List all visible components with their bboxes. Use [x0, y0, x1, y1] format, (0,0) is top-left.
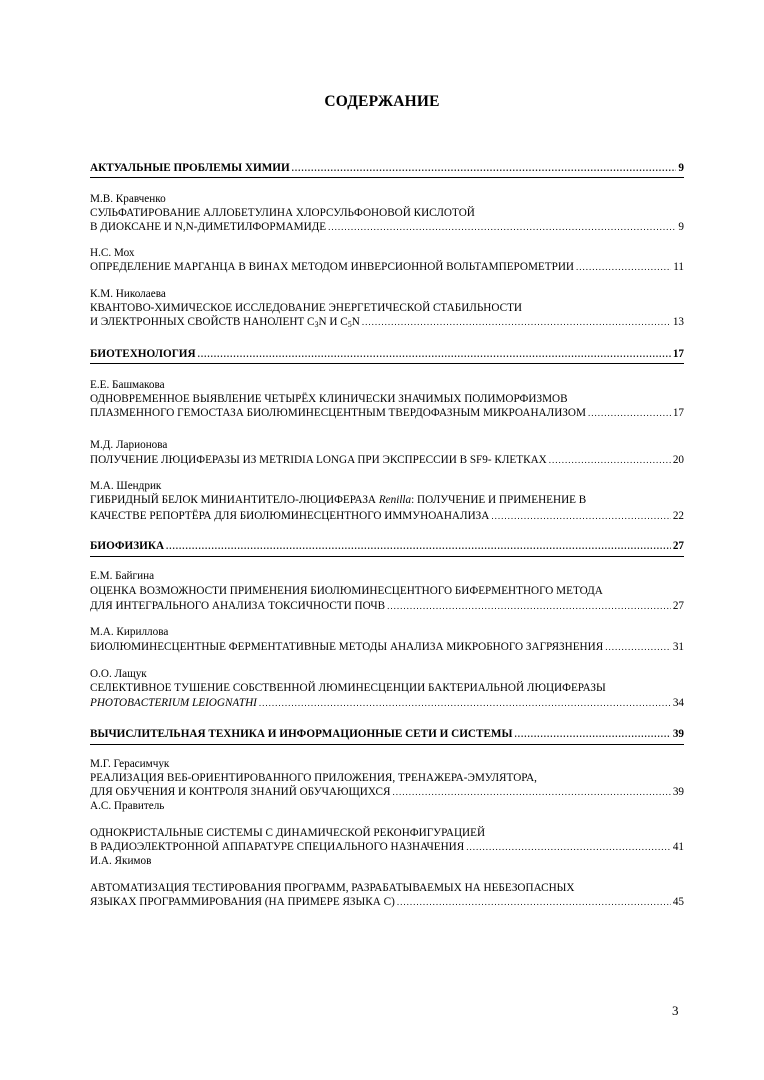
entry-title-text: ДЛЯ ИНТЕГРАЛЬНОГО АНАЛИЗА ТОКСИЧНОСТИ ПОЧВ — [90, 600, 386, 612]
section-rule — [90, 556, 684, 557]
entry-title-text: ДЛЯ ОБУЧЕНИЯ И КОНТРОЛЯ ЗНАНИЙ ОБУЧАЮЩИХСЯ — [90, 786, 391, 798]
entry-author: К.М. Николаева — [90, 288, 166, 300]
entry-page: 31 — [672, 641, 684, 653]
entry-title-text: В РАДИОЭЛЕКТРОННОЙ АППАРАТУРЕ СПЕЦИАЛЬНОГО НАЗНАЧЕНИЯ — [90, 841, 465, 853]
entry-title-text: ПЛАЗМЕННОГО ГЕМОСТАЗА БИОЛЮМИНЕСЦЕНТНЫМ ТВЕРДОФАЗНЫМ МИКРОАНАЛИЗОМ — [90, 407, 586, 419]
section-page: 17 — [672, 348, 684, 360]
page-number: 3 — [672, 1003, 679, 1018]
entry-page: 45 — [672, 896, 684, 908]
entry-title-last-line — [90, 220, 684, 234]
leader-dots — [549, 453, 671, 467]
leader-dots — [292, 161, 677, 175]
entry-author: О.О. Лащук — [90, 668, 147, 680]
entry-title-line: СЕЛЕКТИВНОЕ ТУШЕНИЕ СОБСТВЕННОЙ ЛЮМИНЕСЦЕНЦИИ БАКТЕРИАЛЬНОЙ ЛЮЦИФЕРАЗЫ — [90, 682, 606, 694]
entry-title-text: В ДИОКСАНЕ И N,N-ДИМЕТИЛФОРМАМИДЕ — [90, 221, 327, 233]
entry-title-last-line — [90, 599, 684, 613]
section-rule — [90, 363, 684, 364]
leader-dots — [362, 315, 671, 329]
entry-title-text: ОПРЕДЕЛЕНИЕ МАРГАНЦА В ВИНАХ МЕТОДОМ ИНВЕРСИОННОЙ ВОЛЬТАМПЕРОМЕТРИИ — [90, 261, 574, 273]
entry-title-text: ПОЛУЧЕНИЕ ЛЮЦИФЕРАЗЫ ИЗ METRIDIA LONGA ПРИ ЭКСПРЕССИИ В SF9- КЛЕТКАХ — [90, 454, 547, 466]
entry-title-last-line — [90, 315, 684, 329]
leader-dots — [514, 727, 670, 741]
leader-dots — [576, 260, 671, 274]
entry-page: 27 — [672, 600, 684, 612]
entry-author: М.Д. Ларионова — [90, 439, 168, 451]
section-title: ВЫЧИСЛИТЕЛЬНАЯ ТЕХНИКА И ИНФОРМАЦИОННЫЕ СЕТИ И СИСТЕМЫ — [90, 728, 513, 740]
entry-author: Н.С. Мох — [90, 247, 135, 259]
section-page: 27 — [672, 540, 684, 552]
entry-page: 9 — [678, 221, 684, 233]
entry-title-line: АВТОМАТИЗАЦИЯ ТЕСТИРОВАНИЯ ПРОГРАММ, РАЗРАБАТЫВАЕМЫХ НА НЕБЕЗОПАСНЫХ — [90, 882, 575, 894]
entry-title-last-line — [90, 696, 684, 710]
leader-dots — [392, 785, 670, 799]
entry-page: 17 — [672, 407, 684, 419]
leader-dots — [198, 347, 671, 361]
entry-title-text: PHOTOBACTERIUM LEIOGNATHI — [90, 697, 257, 709]
entry-title-text: И ЭЛЕКТРОННЫХ СВОЙСТВ НАНОЛЕНТ $С_3N$ И $С_5N$ — [90, 316, 360, 329]
entry-author: Е.Е. Башмакова — [90, 379, 165, 391]
section-heading — [90, 161, 684, 175]
entry-page: 41 — [672, 841, 684, 853]
leader-dots — [166, 539, 671, 553]
leader-dots — [397, 895, 671, 909]
entry-author: М.А. Шендрик — [90, 480, 162, 492]
section-title: БИОТЕХНОЛОГИЯ — [90, 348, 196, 360]
entry-title-line: КВАНТОВО-ХИМИЧЕСКОЕ ИССЛЕДОВАНИЕ ЭНЕРГЕТИЧЕСКОЙ СТАБИЛЬНОСТИ — [90, 302, 522, 314]
entry-page: 13 — [672, 316, 684, 328]
entry-author: И.А. Якимов — [90, 855, 152, 867]
entry-title-line: РЕАЛИЗАЦИЯ ВЕБ-ОРИЕНТИРОВАННОГО ПРИЛОЖЕНИЯ, ТРЕНАЖЕРА-ЭМУЛЯТОРА, — [90, 772, 537, 784]
leader-dots — [328, 220, 676, 234]
section-page: 39 — [672, 728, 684, 740]
entry-title-line: ОДНОКРИСТАЛЬНЫЕ СИСТЕМЫ С ДИНАМИЧЕСКОЙ РЕКОНФИГУРАЦИЕЙ — [90, 827, 486, 839]
entry-author: М.Г. Герасимчук — [90, 758, 170, 770]
entry-author: А.С. Правитель — [90, 800, 165, 812]
entry-page: 34 — [672, 697, 684, 709]
page-title: СОДЕРЖАНИЕ — [324, 93, 440, 110]
entry-title-line: СУЛЬФАТИРОВАНИЕ АЛЛОБЕТУЛИНА ХЛОРСУЛЬФОНОВОЙ КИСЛОТОЙ — [90, 207, 475, 219]
entry-title-line: ОДНОВРЕМЕННОЕ ВЫЯВЛЕНИЕ ЧЕТЫРЁХ КЛИНИЧЕСКИ ЗНАЧИМЫХ ПОЛИМОРФИЗМОВ — [90, 393, 568, 405]
leader-dots — [588, 406, 671, 420]
entry-author: М.А. Кириллова — [90, 626, 169, 638]
entry-title-text: КАЧЕСТВЕ РЕПОРТЁРА ДЛЯ БИОЛЮМИНЕСЦЕНТНОГО ИММУНОАНАЛИЗА — [90, 510, 490, 522]
entry-title-last-line — [90, 260, 684, 274]
entry-title-text: ЯЗЫКАХ ПРОГРАММИРОВАНИЯ (НА ПРИМЕРЕ ЯЗЫКА С) — [90, 896, 395, 908]
leader-dots — [605, 640, 671, 654]
leader-dots — [491, 509, 670, 523]
entry-page: 39 — [672, 786, 684, 798]
entry-title-last-line — [90, 453, 684, 467]
section-page: 9 — [678, 162, 684, 174]
entry-page: 22 — [672, 510, 684, 522]
entry-author: Е.М. Байгина — [90, 570, 155, 582]
section-heading — [90, 347, 684, 361]
entry-title-last-line — [90, 640, 684, 654]
leader-dots — [387, 599, 671, 613]
entry-title-last-line — [90, 785, 684, 799]
section-title: БИОФИЗИКА — [90, 540, 165, 552]
section-title: АКТУАЛЬНЫЕ ПРОБЛЕМЫ ХИМИИ — [90, 162, 290, 174]
entry-title-text: БИОЛЮМИНЕСЦЕНТНЫЕ ФЕРМЕНТАТИВНЫЕ МЕТОДЫ АНАЛИЗА МИКРОБНОГО ЗАГРЯЗНЕНИЯ — [90, 641, 604, 653]
entry-title-line: ОЦЕНКА ВОЗМОЖНОСТИ ПРИМЕНЕНИЯ БИОЛЮМИНЕСЦЕНТНОГО БИФЕРМЕНТНОГО МЕТОДА — [90, 585, 603, 597]
section-heading — [90, 727, 684, 741]
entry-page: 20 — [672, 454, 684, 466]
entry-author: М.В. Кравченко — [90, 193, 166, 205]
entry-title-last-line — [90, 509, 684, 523]
entry-title-last-line — [90, 406, 684, 420]
leader-dots — [259, 696, 671, 710]
entry-title-last-line — [90, 840, 684, 854]
section-rule — [90, 177, 684, 178]
entry-title-line: ГИБРИДНЫЙ БЕЛОК МИНИАНТИТЕЛО-ЛЮЦИФЕРАЗА Renilla: ПОЛУЧЕНИЕ И ПРИМЕНЕНИЕ В — [90, 494, 587, 506]
entry-title-last-line — [90, 895, 684, 909]
entry-page: 11 — [673, 261, 684, 273]
leader-dots — [466, 840, 671, 854]
section-heading — [90, 539, 684, 553]
section-rule — [90, 744, 684, 745]
